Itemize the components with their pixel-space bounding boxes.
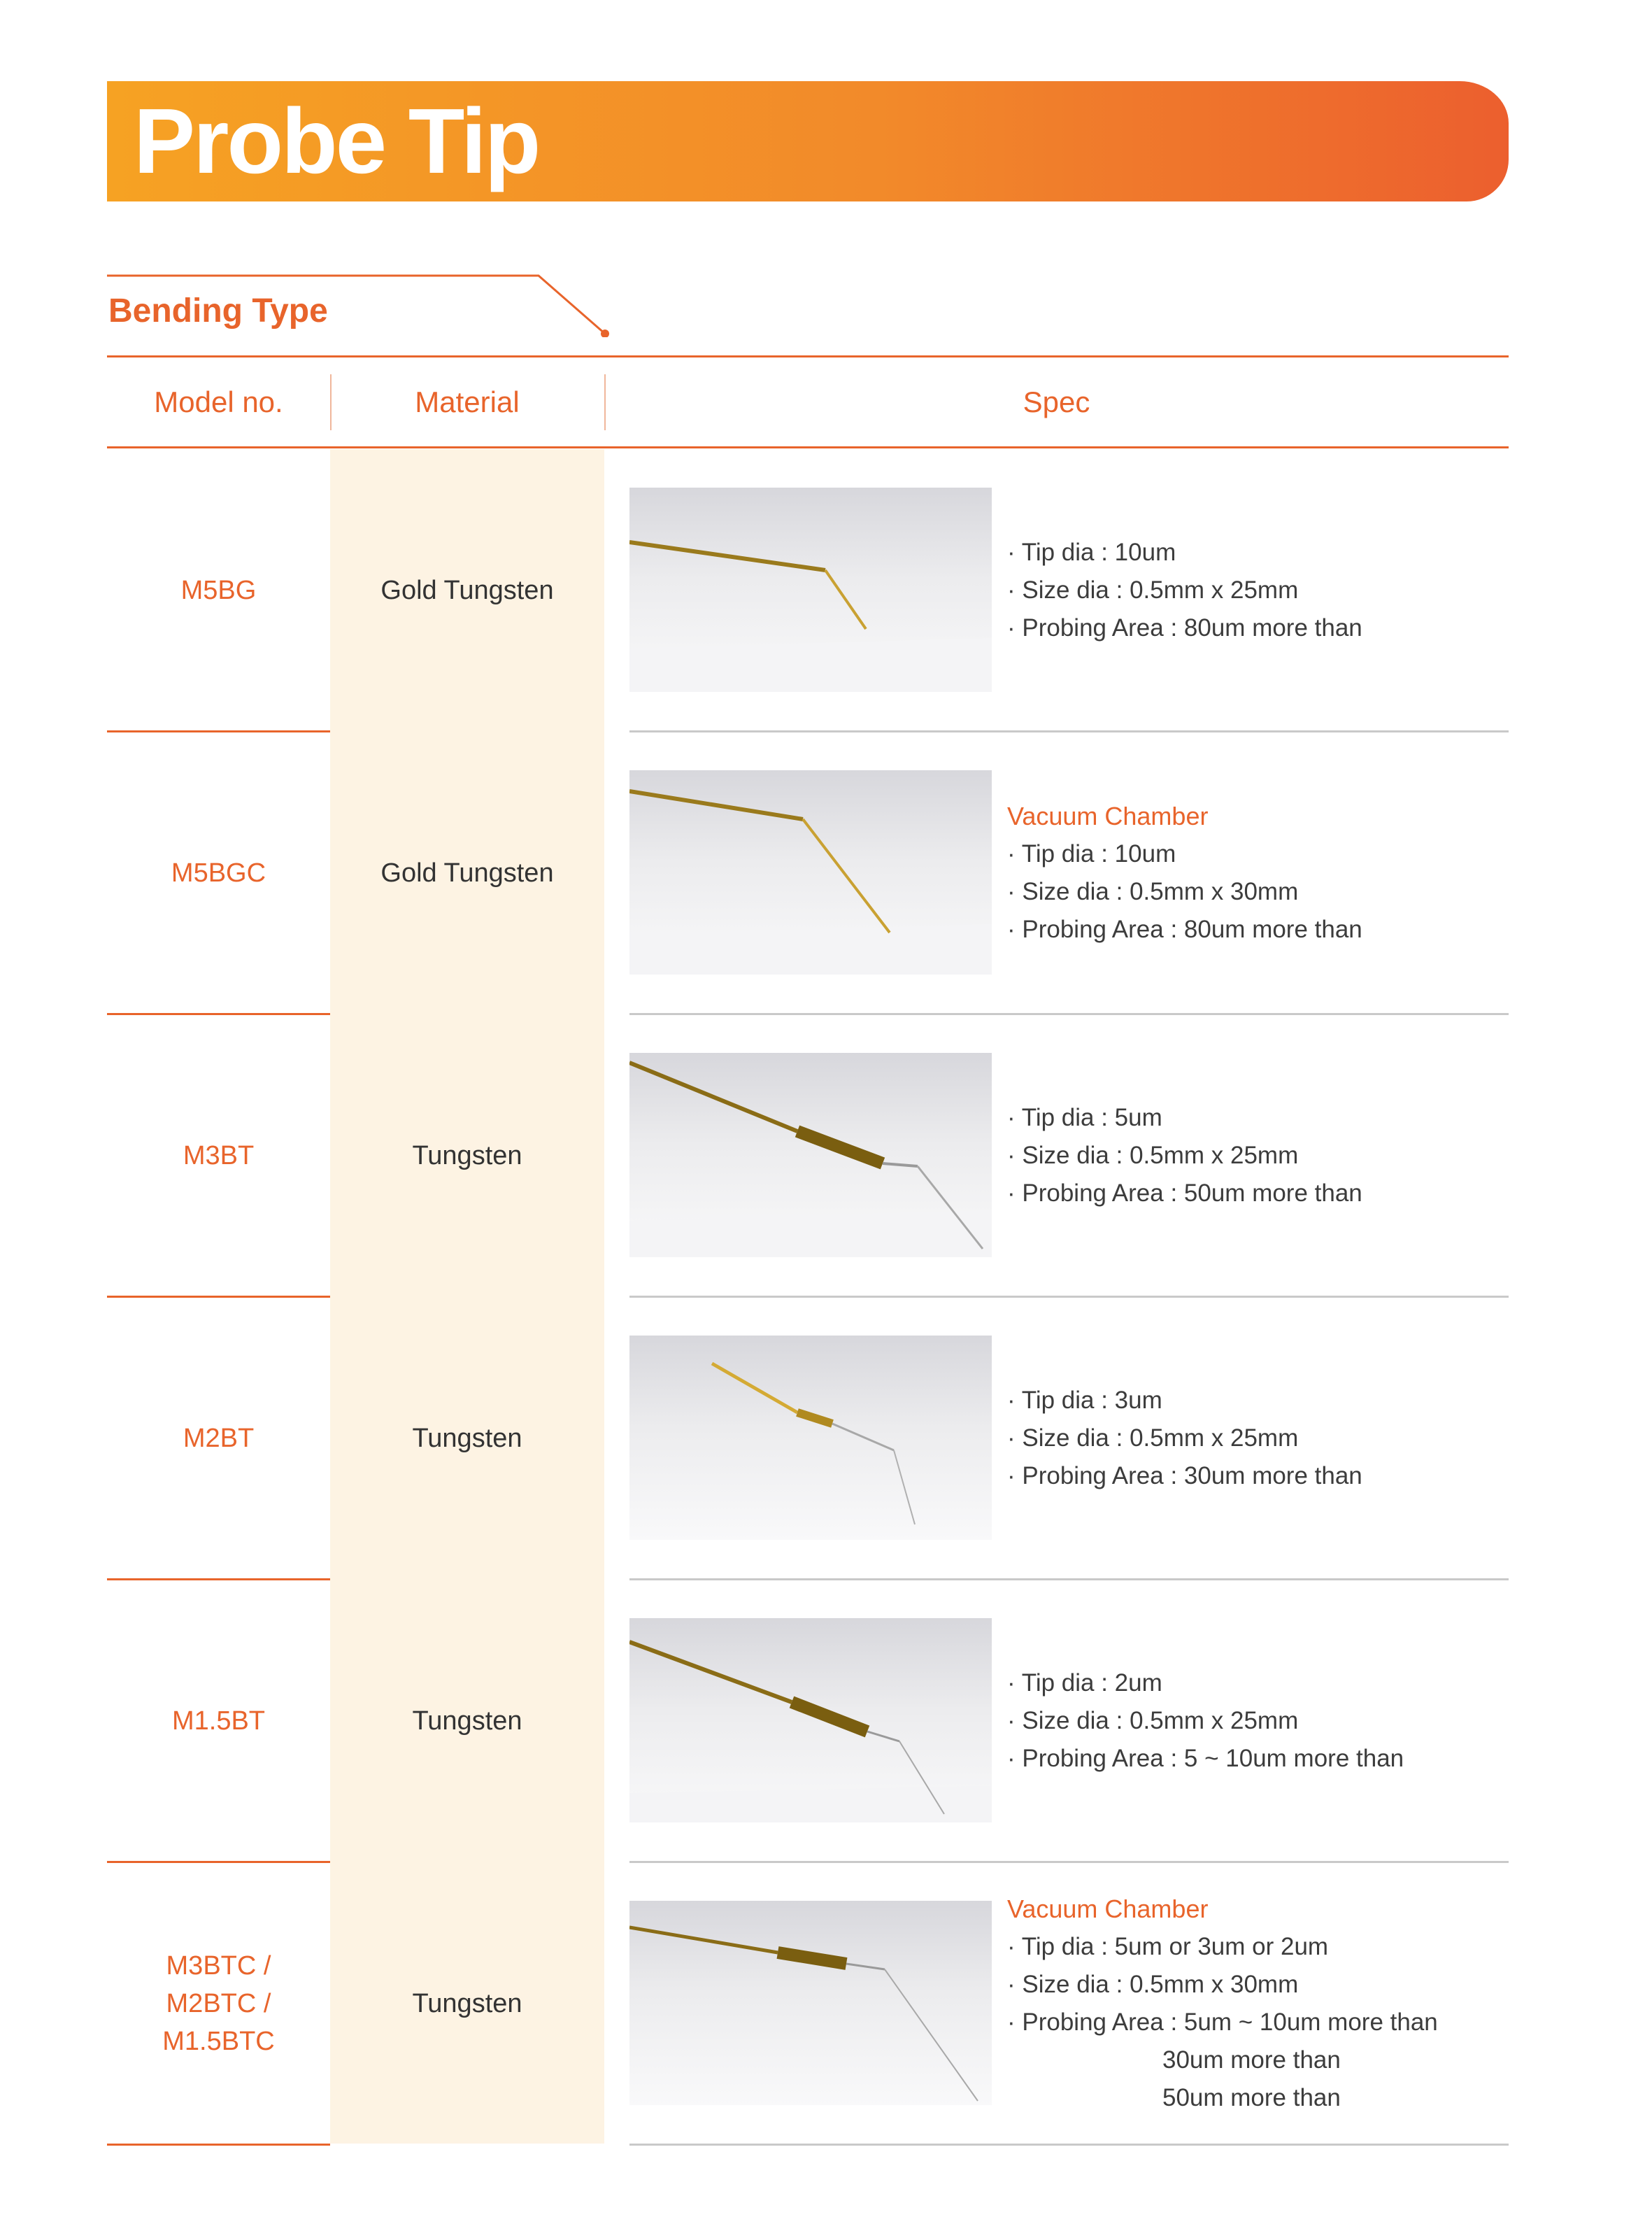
header-spec: Spec bbox=[1023, 385, 1090, 418]
spec-line: · Tip dia : 3um bbox=[1007, 1387, 1162, 1414]
spec-line-continuation: 30um more than bbox=[1162, 2046, 1341, 2074]
model-number-line: M1.5BTC bbox=[162, 2027, 275, 2056]
material-name: Tungsten bbox=[412, 1140, 522, 1170]
model-number: M5BG bbox=[180, 576, 257, 605]
spec-line: · Probing Area : 5um ~ 10um more than bbox=[1007, 2009, 1438, 2036]
material-name: Gold Tungsten bbox=[380, 858, 554, 888]
model-number bbox=[107, 1862, 330, 2145]
spec-line: · Probing Area : 80um more than bbox=[1007, 614, 1362, 642]
spec-line: · Tip dia : 10um bbox=[1007, 840, 1176, 867]
probe-photo bbox=[629, 1053, 992, 1257]
table-row bbox=[0, 449, 1652, 732]
spec-line: · Size dia : 0.5mm x 30mm bbox=[1007, 1971, 1299, 1998]
spec-line: · Tip dia : 10um bbox=[1007, 539, 1176, 566]
page-title: Probe Tip bbox=[134, 90, 539, 192]
spec-block bbox=[1007, 1580, 1511, 1862]
header-model: Model no. bbox=[154, 385, 283, 418]
material-name: Tungsten bbox=[412, 1706, 522, 1736]
model-number: M1.5BT bbox=[171, 1706, 266, 1736]
material-name: Gold Tungsten bbox=[380, 575, 554, 605]
probe-photo bbox=[629, 1901, 992, 2105]
material-name: Tungsten bbox=[412, 1423, 522, 1453]
spec-line-continuation: 50um more than bbox=[1162, 2084, 1341, 2111]
probe-photo bbox=[629, 770, 992, 975]
probe-photo bbox=[629, 488, 992, 692]
table-row bbox=[0, 732, 1652, 1014]
spec-line: · Probing Area : 80um more than bbox=[1007, 916, 1362, 943]
spec-line: · Size dia : 0.5mm x 25mm bbox=[1007, 1424, 1299, 1452]
spec-block bbox=[1007, 449, 1511, 732]
model-number-line: M2BTC / bbox=[166, 1989, 271, 2018]
header-material: Material bbox=[415, 385, 520, 418]
spec-block bbox=[1007, 732, 1511, 1014]
spec-line: · Size dia : 0.5mm x 25mm bbox=[1007, 576, 1299, 604]
row-divider bbox=[629, 2144, 1509, 2146]
spec-line: · Probing Area : 5 ~ 10um more than bbox=[1007, 1745, 1404, 1772]
spec-block bbox=[1007, 1297, 1511, 1580]
spec-line: · Probing Area : 30um more than bbox=[1007, 1462, 1362, 1489]
spec-line: · Size dia : 0.5mm x 25mm bbox=[1007, 1142, 1299, 1169]
section-title: Bending Type bbox=[108, 292, 328, 330]
spec-line: · Size dia : 0.5mm x 25mm bbox=[1007, 1707, 1299, 1734]
vacuum-chamber-note: Vacuum Chamber bbox=[1007, 802, 1209, 830]
spec-line: · Tip dia : 5um bbox=[1007, 1104, 1162, 1131]
title-banner bbox=[107, 81, 1509, 201]
probe-photo bbox=[629, 1336, 992, 1540]
table-row bbox=[0, 1297, 1652, 1580]
header-bottom-rule bbox=[107, 446, 1509, 448]
spec-line: · Probing Area : 50um more than bbox=[1007, 1180, 1362, 1207]
spec-block bbox=[1007, 1014, 1511, 1297]
spec-block bbox=[1007, 1862, 1511, 2145]
model-number-line: M3BTC / bbox=[166, 1951, 271, 1981]
spec-line: · Size dia : 0.5mm x 30mm bbox=[1007, 878, 1299, 905]
table-row bbox=[0, 1862, 1652, 2145]
table-row bbox=[0, 1580, 1652, 1862]
model-number: M5BGC bbox=[171, 858, 266, 888]
table-top-rule bbox=[107, 355, 1509, 357]
model-number: M3BT bbox=[183, 1141, 255, 1170]
material-name: Tungsten bbox=[412, 1988, 522, 2018]
vacuum-chamber-note: Vacuum Chamber bbox=[1007, 1894, 1209, 1923]
spec-line: · Tip dia : 5um or 3um or 2um bbox=[1007, 1933, 1329, 1960]
row-divider bbox=[107, 2144, 330, 2146]
model-number: M2BT bbox=[183, 1424, 255, 1453]
probe-photo bbox=[629, 1618, 992, 1822]
spec-line: · Tip dia : 2um bbox=[1007, 1669, 1162, 1697]
table-row bbox=[0, 1014, 1652, 1297]
